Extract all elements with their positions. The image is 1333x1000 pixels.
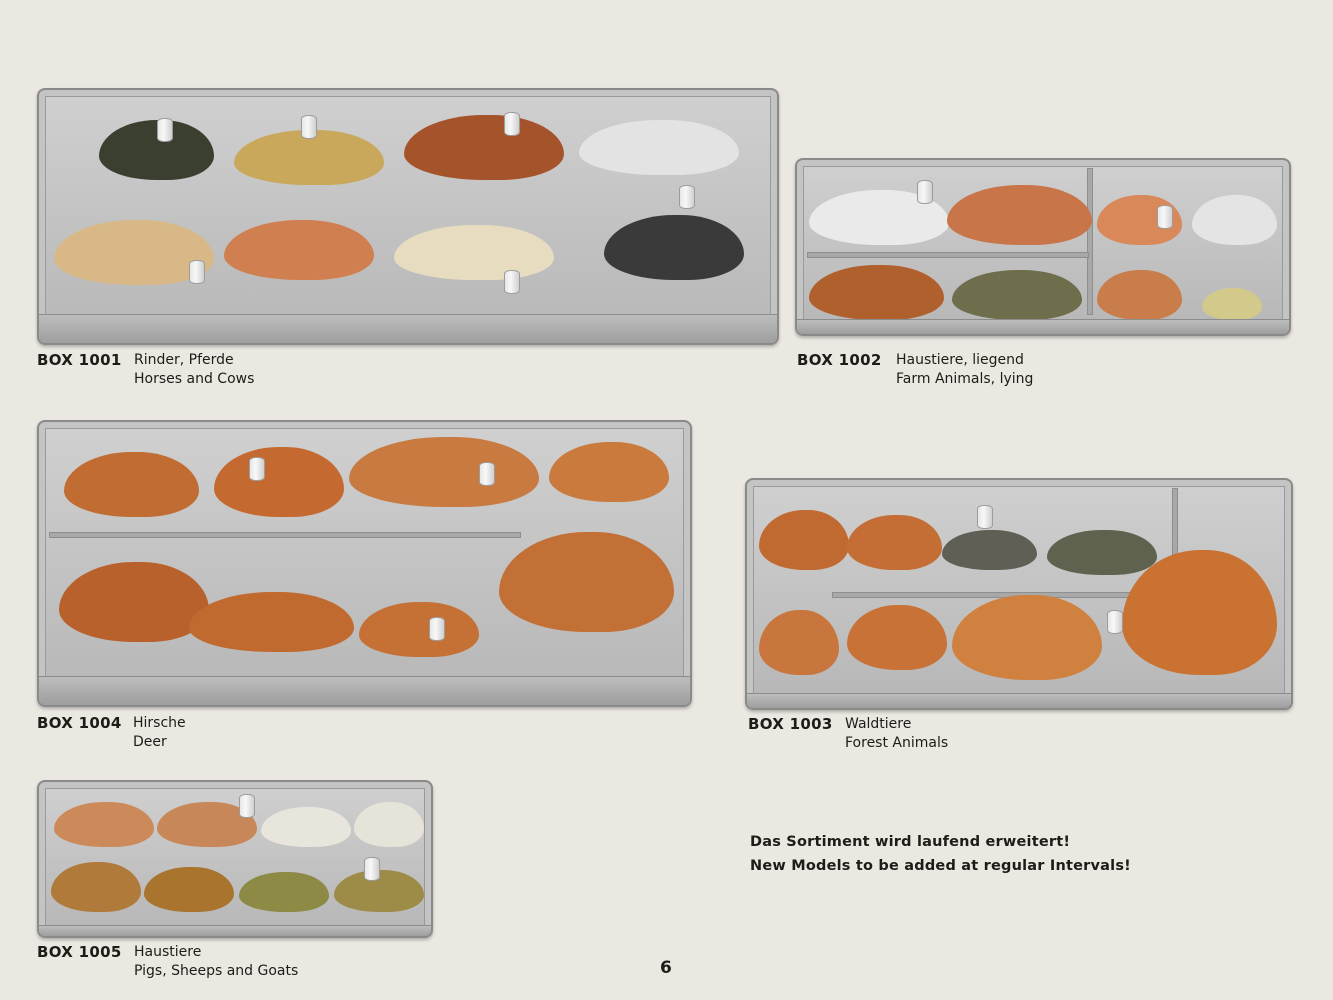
tray-peg [239, 794, 255, 818]
deer-lying-figure [549, 442, 669, 502]
caption-box-1002 [797, 351, 1097, 391]
box-1001-photo [37, 88, 779, 345]
pig-figure [54, 802, 154, 847]
cow-lying-figure [947, 185, 1092, 245]
title-german: Rinder, Pferde [134, 352, 234, 368]
notice-german: Das Sortiment wird laufend erweitert! [750, 834, 1071, 850]
tray-peg [504, 270, 520, 294]
tray-peg [504, 112, 520, 136]
stag-lying-figure [359, 602, 479, 657]
deer-figure [759, 510, 849, 570]
deer-leaping-figure [349, 437, 539, 507]
title-english: Forest Animals [845, 735, 949, 751]
cow-figure [224, 220, 374, 280]
box-code: BOX 1005 [37, 943, 122, 961]
sheep-figure [144, 867, 234, 912]
tray-rim [747, 693, 1291, 708]
stag-leaping-figure [499, 532, 674, 632]
fallow-deer-figure [847, 605, 947, 670]
sheep-figure [239, 872, 329, 912]
title-english: Farm Animals, lying [896, 371, 1034, 387]
boar-figure [1047, 530, 1157, 575]
tray-rim [39, 314, 777, 343]
sheep-lying-figure [1202, 288, 1262, 320]
box-code: BOX 1004 [37, 714, 122, 732]
title-german: Haustiere, liegend [896, 352, 1024, 368]
title-english: Pigs, Sheeps and Goats [134, 963, 299, 979]
goat-figure [261, 807, 351, 847]
title-english: Horses and Cows [134, 371, 255, 387]
deer-figure [214, 447, 344, 517]
title-german: Hirsche [133, 715, 186, 731]
calf-lying-figure [1097, 270, 1182, 320]
tray-peg [479, 462, 495, 486]
cow-figure [394, 225, 554, 280]
title-german: Waldtiere [845, 716, 912, 732]
tray-peg [249, 457, 265, 481]
tray-peg [679, 185, 695, 209]
tray-divider [807, 252, 1089, 258]
tray-peg [1107, 610, 1123, 634]
horse-lying-figure [952, 270, 1082, 320]
stag-grazing-figure [189, 592, 354, 652]
tray-divider [49, 532, 521, 538]
notice-english: New Models to be added at regular Intervals! [750, 858, 1131, 874]
fawn-figure [759, 610, 839, 675]
tray-peg [157, 118, 173, 142]
horse-lying-figure [809, 265, 944, 320]
ram-figure [51, 862, 141, 912]
tray-peg [364, 857, 380, 881]
tray-peg [977, 505, 993, 529]
goat-figure [354, 802, 424, 847]
stag-figure [59, 562, 209, 642]
horse-figure [579, 120, 739, 175]
goat-lying-figure [1192, 195, 1277, 245]
deer-figure [952, 595, 1102, 680]
title-english: Deer [133, 734, 167, 750]
tray-rim [39, 676, 690, 705]
caption-box-1003 [748, 715, 1048, 755]
tray-rim [39, 925, 431, 936]
box-code: BOX 1002 [797, 351, 882, 369]
box-1002-photo [795, 158, 1291, 336]
tray-peg [189, 260, 205, 284]
tray-rim [797, 319, 1289, 334]
cow-figure [604, 215, 744, 280]
tray-peg [429, 617, 445, 641]
box-1004-photo [37, 420, 692, 707]
title-german: Haustiere [134, 944, 202, 960]
tray-peg [1157, 205, 1173, 229]
box-code: BOX 1001 [37, 351, 122, 369]
tray-peg [917, 180, 933, 204]
tray-divider [1087, 168, 1093, 315]
caption-box-1005 [37, 943, 337, 983]
boar-figure [942, 530, 1037, 570]
horse-figure [404, 115, 564, 180]
caption-box-1001 [37, 351, 337, 391]
box-1003-photo [745, 478, 1293, 710]
deer-figure [64, 452, 199, 517]
page-number: 6 [660, 958, 672, 978]
caption-box-1004 [37, 714, 337, 754]
tray-peg [301, 115, 317, 139]
box-1005-photo [37, 780, 433, 938]
deer-figure [847, 515, 942, 570]
box-code: BOX 1003 [748, 715, 833, 733]
